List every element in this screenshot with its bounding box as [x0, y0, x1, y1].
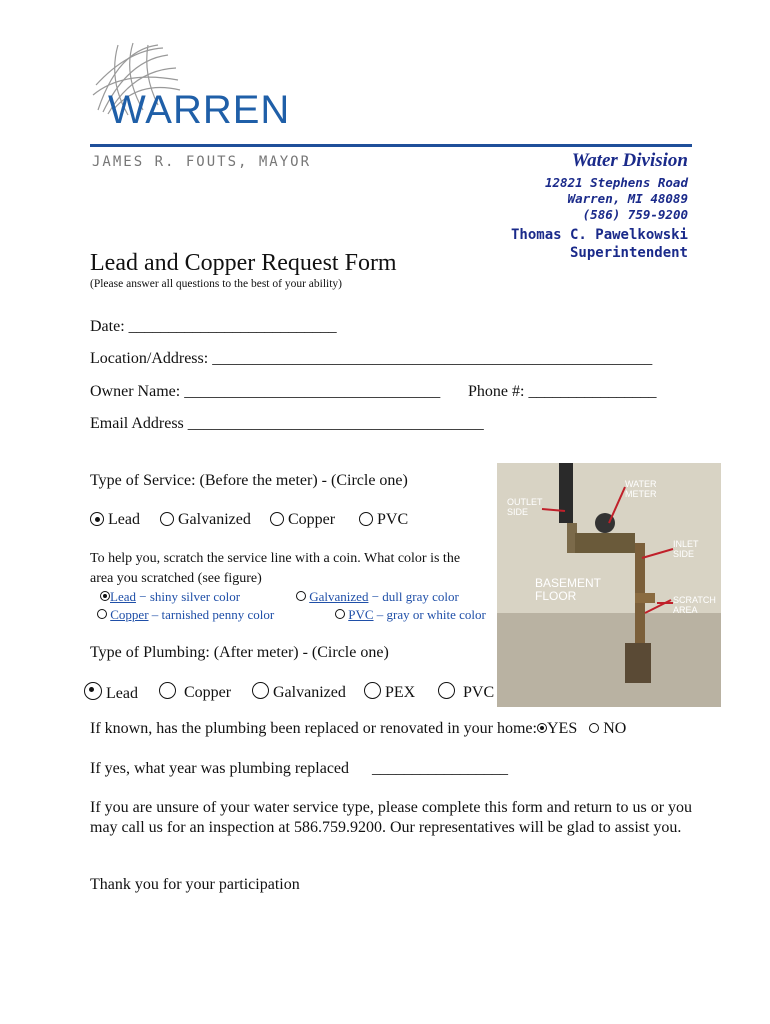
warren-logo: WARREN	[108, 88, 291, 132]
year-question: If yes, what year was plumbing replaced	[90, 760, 350, 777]
owner-name-field[interactable]: Owner Name: ________________________________	[90, 383, 441, 400]
thank-you: Thank you for your participation	[90, 876, 300, 893]
service-option-lead[interactable]: Lead	[90, 511, 140, 529]
plumbing-option-lead[interactable]: Lead	[84, 682, 138, 703]
plumbing-option-pvc[interactable]: PVC	[438, 682, 494, 702]
radio-icon[interactable]	[589, 723, 599, 733]
radio-selected-icon	[84, 682, 102, 700]
meter-figure	[497, 463, 721, 707]
plumbing-option-pex[interactable]: PEX	[364, 682, 415, 702]
color-option-lead[interactable]: Lead − shiny silver color	[100, 589, 240, 605]
radio-icon	[159, 682, 176, 699]
header-rule	[90, 144, 692, 147]
unsure-paragraph: If you are unsure of your water service type, please complete this form and return to us or you may call us for an inspection at 586.759.9200. Our representatives will be glad to assist you.	[90, 799, 693, 836]
superintendent-name: Thomas C. Pawelkowski	[510, 227, 688, 243]
color-option-pvc[interactable]: PVC – gray or white color	[335, 607, 486, 623]
radio-selected-icon	[100, 591, 110, 601]
superintendent-title: Superintendent	[569, 245, 688, 261]
radio-icon	[160, 512, 174, 526]
mayor-name: JAMES R. FOUTS, MAYOR	[92, 154, 312, 170]
address-field[interactable]: Location/Address: _______________________________________________________	[90, 350, 653, 367]
replaced-question: If known, has the plumbing been replaced or renovated in your home: YES NO	[90, 720, 627, 737]
radio-icon	[364, 682, 381, 699]
form-title: Lead and Copper Request Form	[90, 250, 397, 276]
division-name: Water Division	[571, 150, 688, 171]
figure-label-inlet-side: INLET SIDE	[673, 539, 699, 559]
service-question: Type of Service: (Before the meter) - (Circle one)	[90, 472, 408, 489]
division-address	[545, 175, 688, 223]
plumbing-option-galvanized[interactable]: Galvanized	[252, 682, 346, 702]
radio-icon	[296, 591, 306, 601]
email-field[interactable]: Email Address _____________________________________	[90, 415, 484, 432]
figure-label-basement-floor: BASEMENT FLOOR	[535, 576, 601, 603]
figure-label-water-meter: WATER METER	[625, 479, 657, 499]
figure-label-scratch-area: SCRATCH AREA	[673, 595, 716, 615]
radio-selected-icon[interactable]	[537, 723, 547, 733]
scratch-instructions: To help you, scratch the service line with a coin. What color is the area you scratched (see figure)	[90, 551, 461, 586]
address-line: (586) 759-9200	[582, 207, 688, 222]
plumbing-option-copper[interactable]: Copper	[159, 682, 231, 702]
service-option-galvanized[interactable]: Galvanized	[160, 511, 251, 529]
service-option-copper[interactable]: Copper	[270, 511, 335, 529]
radio-icon	[252, 682, 269, 699]
color-option-copper[interactable]: Copper – tarnished penny color	[97, 607, 274, 623]
figure-label-outlet-side: OUTLET SIDE	[507, 497, 543, 517]
replaced-yes[interactable]: YES	[546, 720, 578, 737]
radio-icon	[359, 512, 373, 526]
radio-icon	[270, 512, 284, 526]
plumbing-question: Type of Plumbing: (After meter) - (Circle one)	[90, 644, 389, 661]
phone-field[interactable]: Phone #: ________________	[468, 383, 657, 400]
replaced-no[interactable]: NO	[603, 720, 627, 737]
service-option-pvc[interactable]: PVC	[359, 511, 408, 529]
address-line: Warren, MI 48089	[567, 191, 688, 206]
date-field[interactable]: Date: __________________________	[90, 318, 337, 335]
color-option-galvanized[interactable]: Galvanized − dull gray color	[296, 589, 459, 605]
form-subtitle: (Please answer all questions to the best of your ability)	[90, 278, 342, 290]
radio-icon	[97, 609, 107, 619]
superintendent	[511, 226, 688, 262]
radio-icon	[335, 609, 345, 619]
year-field[interactable]: _________________	[372, 760, 508, 777]
address-line: 12821 Stephens Road	[545, 175, 688, 190]
radio-icon	[438, 682, 455, 699]
radio-selected-icon	[90, 512, 104, 526]
